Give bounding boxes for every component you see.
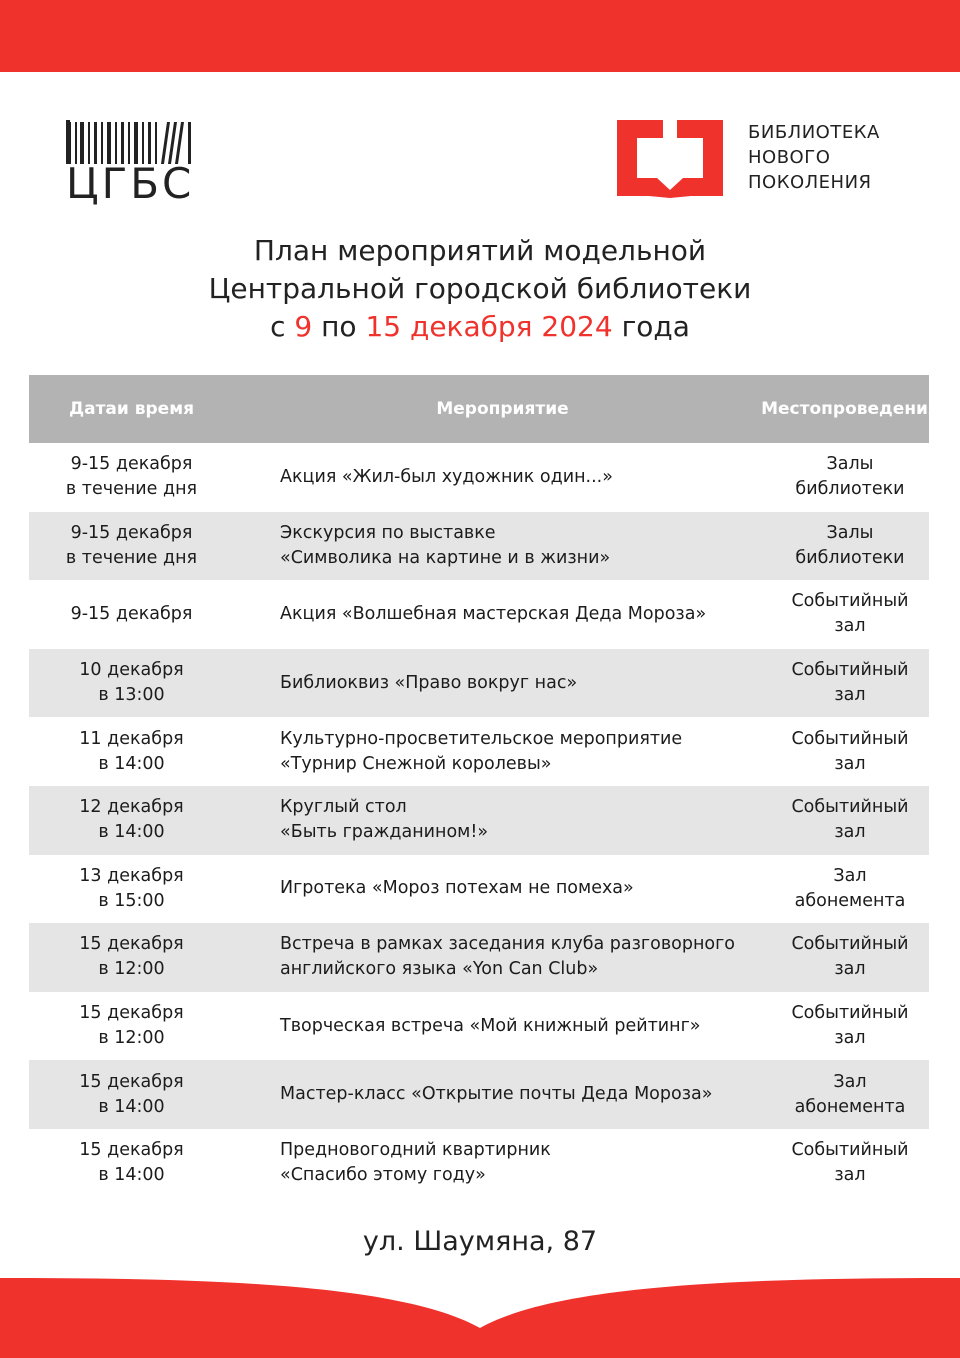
cell-place [771,923,929,992]
cell-date-text [71,602,193,627]
table-body [29,443,929,1198]
title-date-to: 15 декабря 2024 [365,310,613,343]
cell-date [29,1060,234,1129]
cell-place-line: зал [834,822,866,843]
table-row [29,580,929,649]
cell-date [29,512,234,581]
cell-event-line: Игротека «Мороз потехам не помеха» [280,878,634,899]
title-mid: по [312,310,366,343]
cell-place [771,855,929,924]
table-row [29,786,929,855]
cell-event-line: Встреча в рамках заседания клуба разговорного [280,934,735,955]
cell-date-line: 13 декабря [79,865,184,886]
cell-event [234,1129,771,1198]
cell-event-line: «Символика на картине и в жизни» [280,547,611,568]
header-place [761,375,939,443]
table-row [29,717,929,786]
cell-event-text [280,932,735,982]
barcode-icon [66,120,196,164]
cell-date-line: в 12:00 [98,959,165,980]
cell-date-line: в течение дня [65,479,198,500]
cell-place [771,717,929,786]
cell-place-line: Событийный [791,1003,909,1024]
cell-place-line: Событийный [791,934,909,955]
cell-date-line: в 14:00 [98,822,165,843]
cell-place-line: зал [834,959,866,980]
cell-place-line: Событийный [791,1140,909,1161]
cell-date-text [79,1001,183,1051]
cell-date-line: в 14:00 [98,1165,165,1186]
cell-event-line: Творческая встреча «Мой книжный рейтинг» [280,1015,701,1036]
cell-place [771,512,929,581]
table-row [29,855,929,924]
cell-date-text [79,795,183,845]
title-line-1: План мероприятий модельной [253,234,707,267]
table-row [29,1060,929,1129]
cell-event [234,717,771,786]
cell-date-text [79,864,183,914]
cell-place-text [791,1001,908,1051]
cell-event-text [280,795,488,845]
cell-place-line: библиотеки [795,547,905,568]
cell-date-line: в 15:00 [98,890,165,911]
cell-place-line: Залы [826,522,874,543]
cell-place-text [795,452,904,502]
cell-place-line: абонемента [794,1096,906,1117]
cell-date-line: в 13:00 [98,685,165,706]
cell-event [234,1060,771,1129]
cell-date-text [79,1138,183,1188]
header-event [234,375,771,443]
header-event-text [436,397,568,421]
cell-event-line: английского языка «Yon Can Club» [280,959,599,980]
table-row [29,649,929,718]
cell-place [771,443,929,512]
cell-event-text [280,1014,701,1039]
cell-date [29,580,234,649]
table-row [29,923,929,992]
cell-date-line: 15 декабря [79,1003,184,1024]
cell-date-line: 10 декабря [79,660,184,681]
table-row [29,992,929,1061]
cell-date-text [66,452,197,502]
cell-event [234,786,771,855]
cell-place-text [795,1070,906,1120]
cell-place [771,992,929,1061]
cell-event-line: Библиоквиз «Право вокруг нас» [280,672,578,693]
cell-date-line: 15 декабря [79,1071,184,1092]
cell-date-line: в течение дня [65,547,198,568]
page-title [0,232,960,346]
cgbs-logo-text: ЦГБС [66,159,195,208]
cell-place [771,649,929,718]
cell-date [29,717,234,786]
library-logo-text [748,120,898,195]
cell-event-line: Круглый стол [280,797,407,818]
cell-place-text [791,932,908,982]
library-logo [617,120,897,200]
table-header [29,375,939,443]
address: ул. Шаумяна, 87 [362,1226,598,1257]
cell-date [29,1129,234,1198]
cell-event [234,992,771,1061]
cgbs-logo [66,120,196,208]
header-date-time [29,375,234,443]
cell-event [234,855,771,924]
cell-event-text [280,521,610,571]
cell-place-line: зал [834,753,866,774]
bottom-red-band [0,1278,960,1358]
cell-place [771,786,929,855]
cell-date [29,649,234,718]
cell-place-line: зал [834,1165,866,1186]
title-suffix: года [612,310,690,343]
cell-place-text [791,589,908,639]
cell-event-line: Культурно-просветительское мероприятие [280,728,683,749]
cell-place-line: зал [834,1028,866,1049]
cell-date [29,443,234,512]
table-row [29,512,929,581]
cell-event [234,580,771,649]
cell-date-line: в 14:00 [98,1096,165,1117]
library-logo-line: НОВОГО [748,147,831,168]
header-line: Место [761,399,822,419]
title-line-3 [0,308,960,346]
cell-event [234,649,771,718]
cell-place [771,580,929,649]
cell-place-text [791,1138,908,1188]
cell-date-text [79,727,183,777]
table-row [29,443,929,512]
events-table [29,375,939,1198]
library-logo-line: БИБЛИОТЕКА [748,122,880,143]
cell-event-line: «Спасибо этому году» [280,1165,486,1186]
open-book-icon [617,120,723,198]
title-date-from: 9 [294,310,313,343]
cell-event-text [280,671,577,696]
header-line: и время [116,399,195,419]
title-line-2: Центральной городской библиотеки [208,272,752,305]
cell-place [771,1060,929,1129]
cell-event [234,923,771,992]
cell-date [29,992,234,1061]
cell-place-text [791,658,908,708]
cell-event-text [280,1082,712,1107]
cell-event-line: «Турнир Снежной королевы» [280,753,552,774]
table-row [29,1129,929,1198]
cell-event-text [280,876,634,901]
cell-place-line: абонемента [794,890,906,911]
cell-date [29,786,234,855]
cell-event-line: Акция «Жил-был художник один...» [280,466,613,487]
cell-event-line: Акция «Волшебная мастерская Деда Мороза» [280,603,707,624]
cell-event-line: «Быть гражданином!» [280,822,489,843]
cell-place-line: Событийный [791,591,909,612]
cell-place-line: Событийный [791,660,909,681]
cell-date-line: 12 декабря [79,797,184,818]
cell-date-line: в 12:00 [98,1028,165,1049]
cell-date [29,923,234,992]
cell-event-line: Экскурсия по выставке [280,522,496,543]
cell-event-text [280,602,706,627]
cell-date-text [79,658,183,708]
cell-event-text [280,465,613,490]
cell-date-text [66,521,197,571]
cell-date [29,855,234,924]
cell-place [771,1129,929,1198]
title-prefix: с [270,310,295,343]
cell-event-line: Предновогодний квартирник [280,1140,551,1161]
cell-date-line: в 14:00 [98,753,165,774]
cell-date-line: 15 декабря [79,934,184,955]
cell-place-text [791,727,908,777]
cell-date-line: 15 декабря [79,1140,184,1161]
cell-date-text [79,932,183,982]
cell-date-text [79,1070,183,1120]
cell-place-line: зал [834,685,866,706]
cell-date-line: 9-15 декабря [70,522,193,543]
cell-place-line: Зал [833,1071,867,1092]
cell-date-line: 11 декабря [79,728,184,749]
cell-place-line: зал [834,616,866,637]
top-red-band [0,0,960,72]
cell-event-line: Мастер-класс «Открытие почты Деда Мороза» [280,1084,713,1105]
cell-place-line: Событийный [791,797,909,818]
header-line: проведения [821,399,939,419]
header-line: Дата [68,399,117,419]
cell-place-line: Зал [833,865,867,886]
cell-place-line: Событийный [791,728,909,749]
cell-event-text [280,727,682,777]
library-logo-line: ПОКОЛЕНИЯ [748,172,872,193]
cell-place-line: библиотеки [795,479,905,500]
header-place-text [761,397,939,421]
cell-place-line: Залы [826,454,874,475]
cell-date-line: 9-15 декабря [70,454,193,475]
cell-event-text [280,1138,551,1188]
cell-event [234,443,771,512]
cell-place-text [795,864,906,914]
header-line: Мероприятие [436,399,569,419]
cell-place-text [791,795,908,845]
cell-place-text [795,521,904,571]
header-date-time-text [69,397,194,421]
cell-event [234,512,771,581]
cell-date-line: 9-15 декабря [70,603,193,624]
